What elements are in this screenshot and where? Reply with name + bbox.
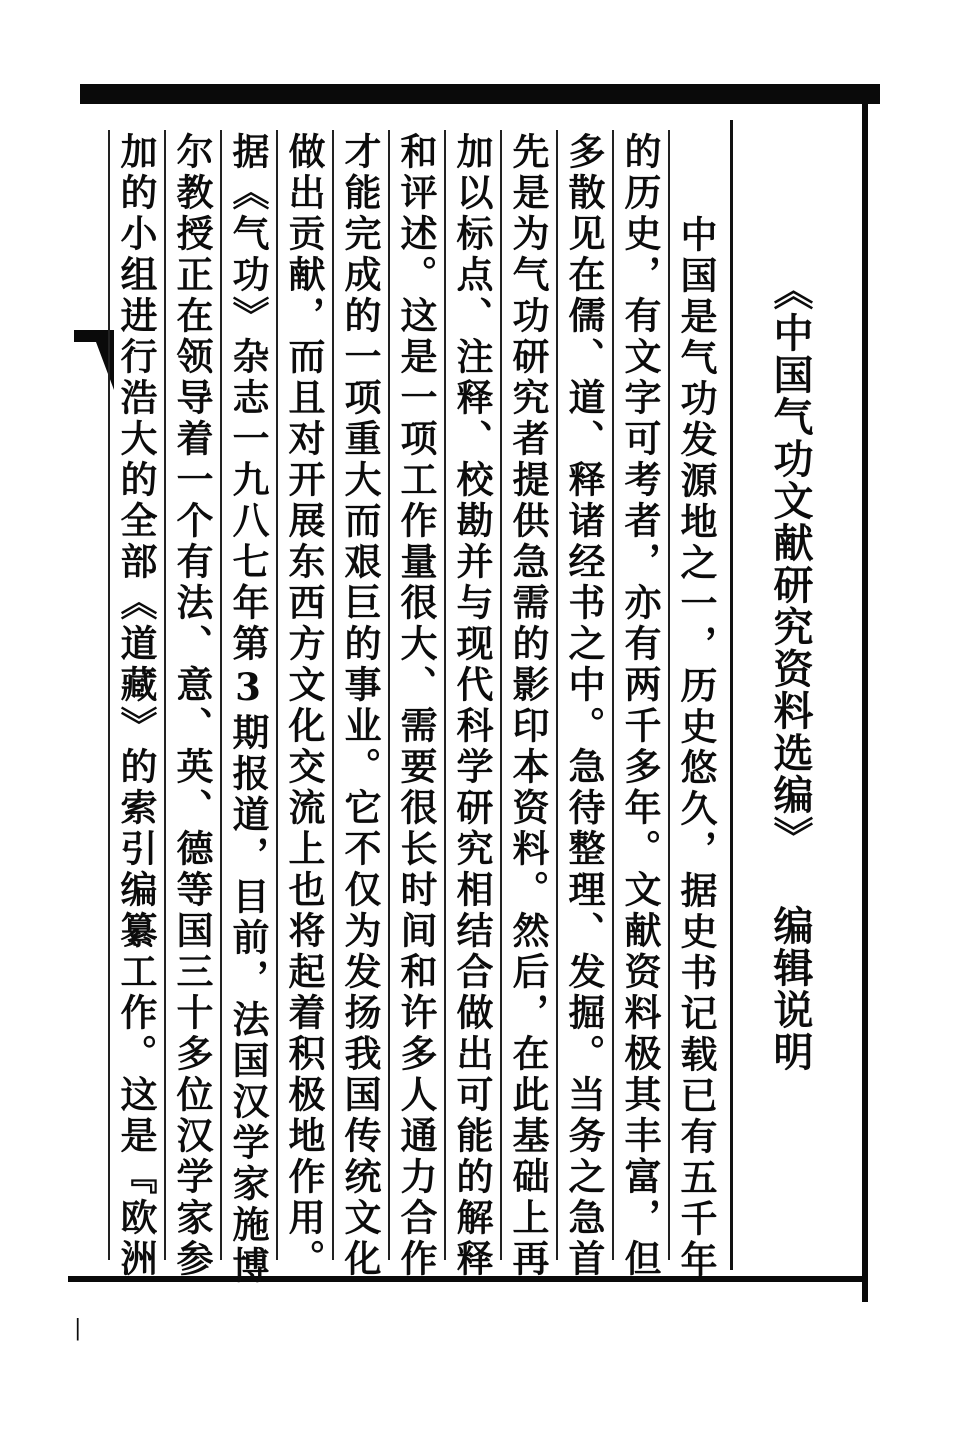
- body-column-2: 的历史，有文字可考者，亦有两千多年。文献资料极其丰富，但: [618, 132, 662, 1280]
- title-divider-rule: [730, 120, 733, 1270]
- body-column-3: 多散见在儒、道、释诸经书之中。急待整理、发掘。当务之急首: [562, 132, 606, 1280]
- section-heading: 编辑说明: [767, 905, 814, 1073]
- book-title: 《中国气功文献研究资料选编》: [767, 270, 814, 858]
- body-column-11: 加的小组进行浩大的全部《道藏》的索引编纂工作。这是『欧洲: [114, 132, 158, 1280]
- column-divider: [500, 130, 502, 1260]
- column-divider: [164, 130, 166, 1260]
- body-column-6: 和评述。这是一项工作量很大、需要很长时间和许多人通力合作: [394, 132, 438, 1280]
- body-column-1: 中国是气功发源地之一，历史悠久，据史书记载已有五千年: [674, 215, 718, 1281]
- column-divider: [388, 130, 390, 1260]
- body-column-4: 先是为气功研究者提供急需的影印本资料。然后，在此基础上再: [506, 132, 550, 1280]
- body-column-5: 加以标点、注释、校勘并与现代科学研究相结合做出可能的解释: [450, 132, 494, 1280]
- column-divider: [108, 130, 110, 1260]
- body-column-7: 才能完成的一项重大而艰巨的事业。它不仅为发扬我国传统文化: [338, 132, 382, 1280]
- right-border-rule: [862, 92, 868, 1302]
- column-divider: [276, 130, 278, 1260]
- body-column-9: 据《气功》杂志一九八七年第3期报道，目前，法国汉学家施博: [226, 132, 270, 1287]
- column-divider: [444, 130, 446, 1260]
- column-divider: [612, 130, 614, 1260]
- column-divider: [556, 130, 558, 1260]
- column-divider: [668, 130, 670, 1260]
- folio-mark: |: [74, 1316, 82, 1341]
- column-divider: [220, 130, 222, 1260]
- body-column-8: 做出贡献，而且对开展东西方文化交流上也将起着积极地作用。: [282, 132, 326, 1280]
- top-border-rule: [80, 84, 880, 104]
- body-column-10: 尔教授正在领导着一个有法、意、英、德等国三十多位汉学家参: [170, 132, 214, 1280]
- column-divider: [332, 130, 334, 1260]
